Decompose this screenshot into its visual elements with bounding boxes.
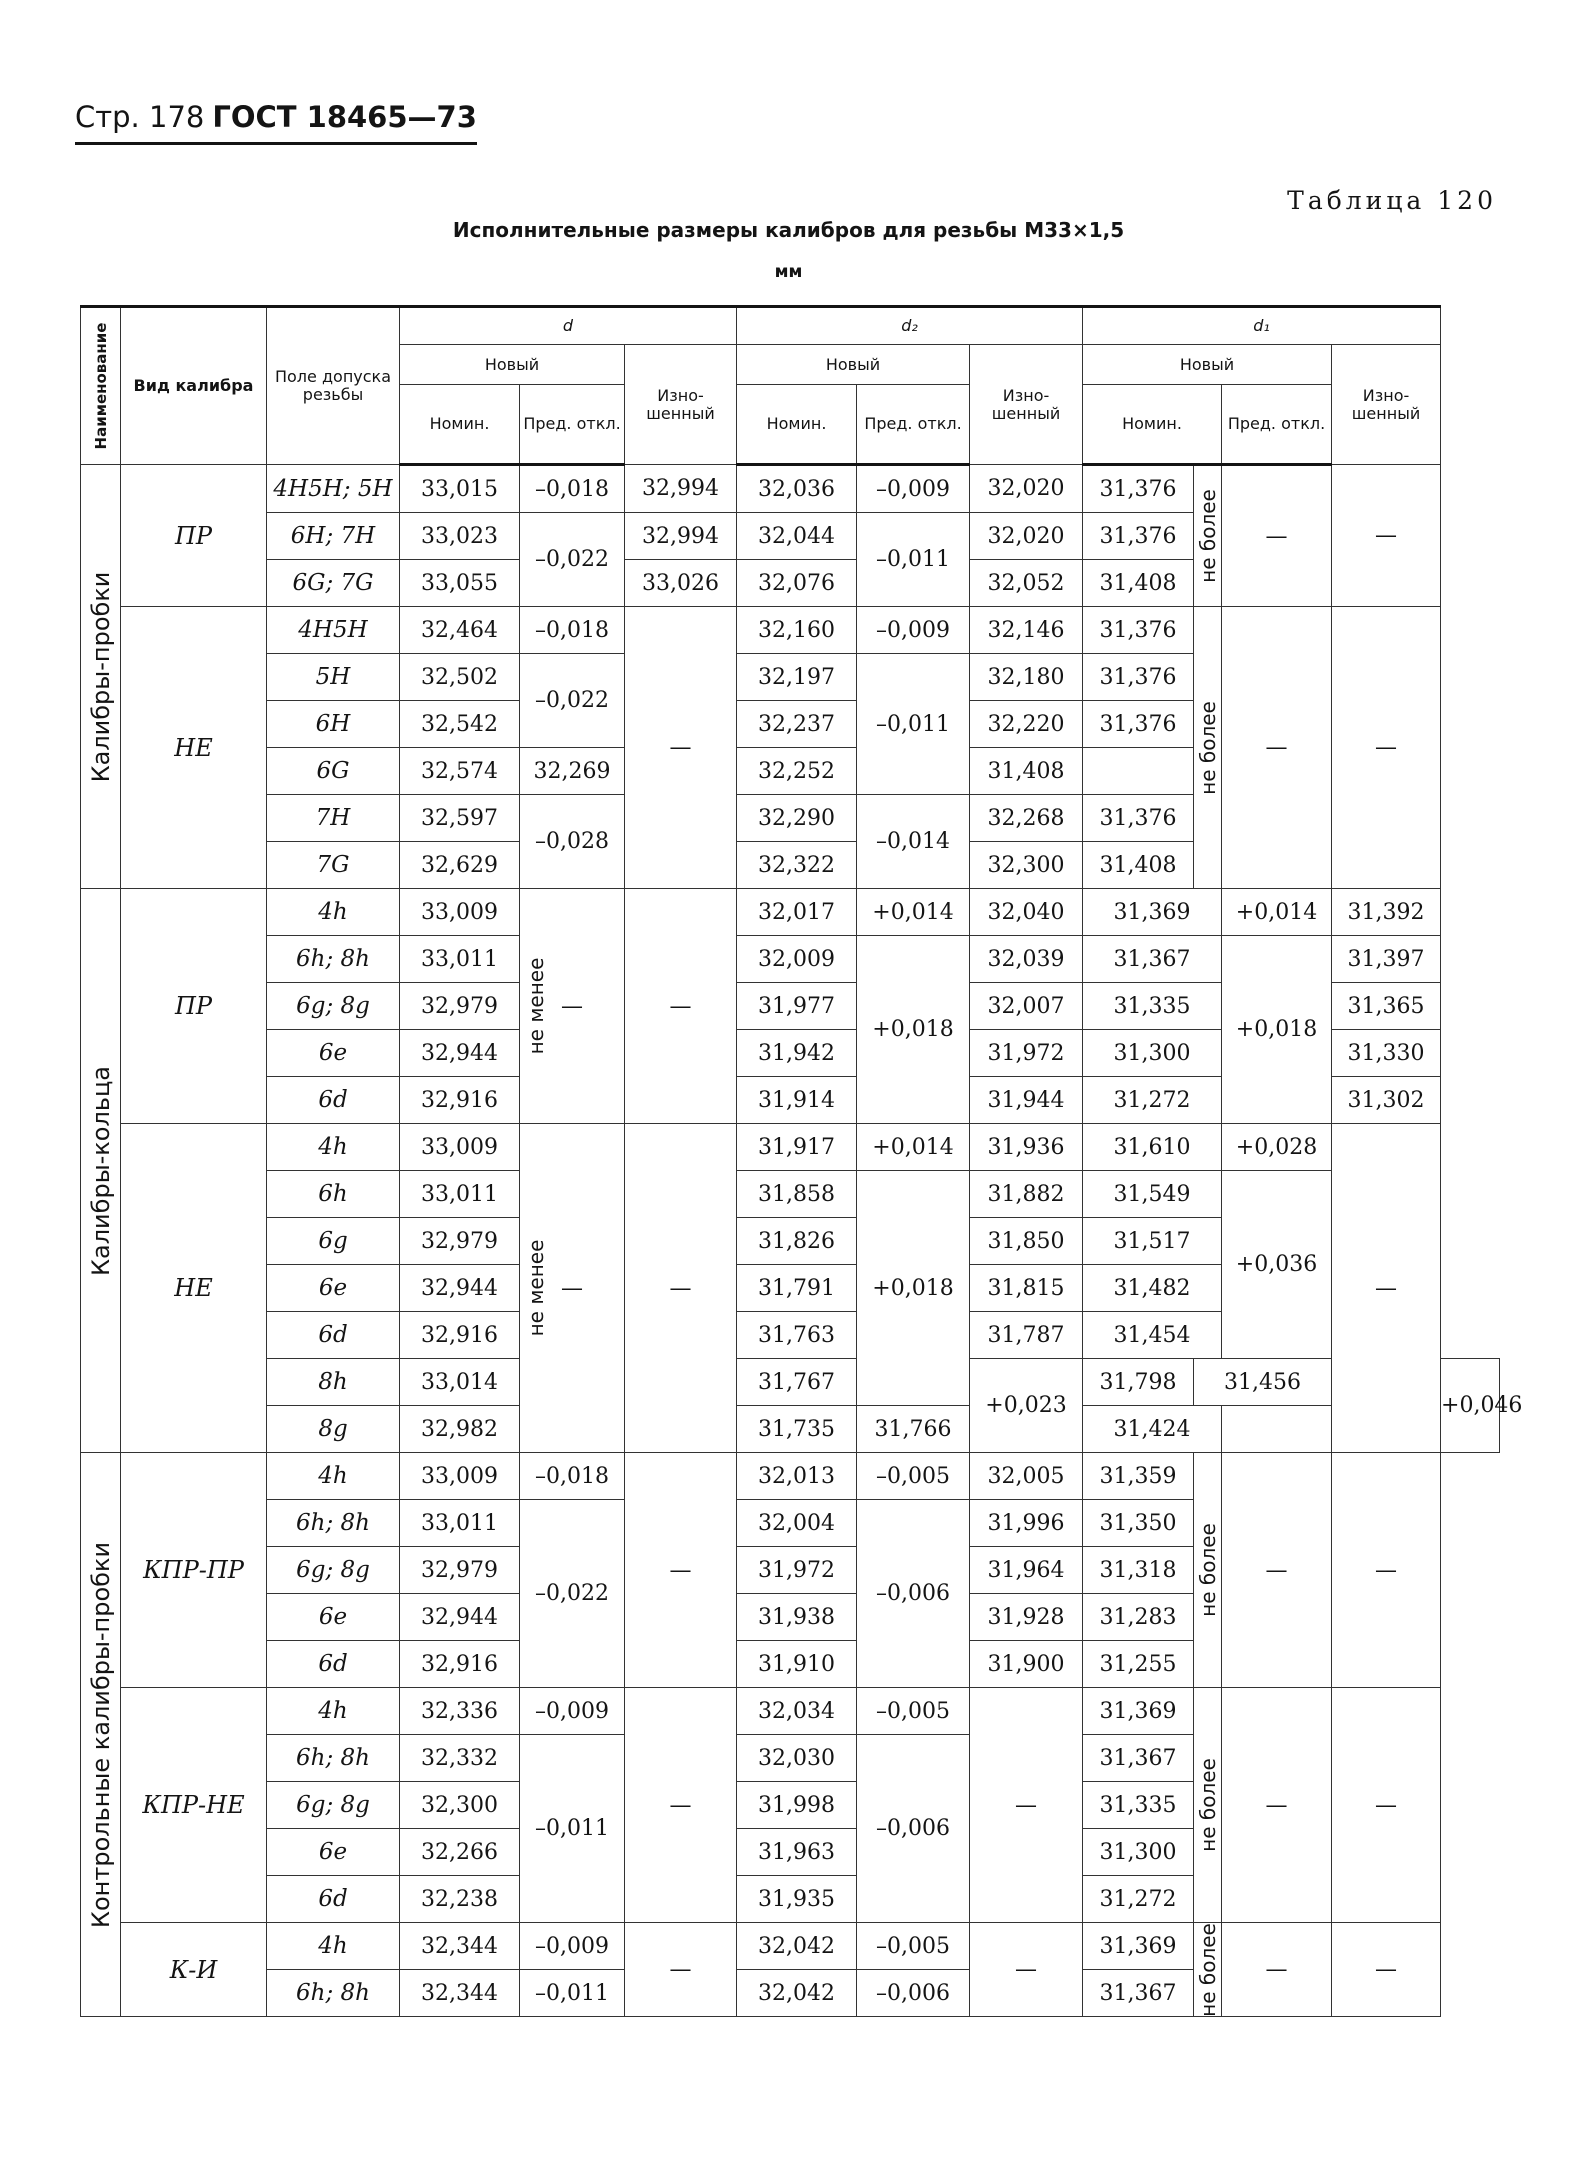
d-deviation-value: — — [561, 993, 583, 1019]
tolerance-field: 6H; 7H — [267, 513, 400, 560]
d1-worn: — — [1332, 607, 1441, 889]
d2-worn: 32,052 — [970, 560, 1083, 607]
d1-nominal: 31,335 — [1083, 1782, 1194, 1829]
d2-worn: 31,964 — [970, 1547, 1083, 1594]
tolerance-field: 4h — [267, 1923, 400, 1970]
d2-nominal: 31,963 — [737, 1829, 857, 1876]
tolerance-field: 4h — [267, 1124, 400, 1171]
d1-deviation: +0,046 — [1441, 1359, 1500, 1453]
d2-worn: — — [970, 1923, 1083, 2017]
gauge-type: ПР — [121, 889, 267, 1124]
d1-nominal: 31,376 — [1083, 654, 1194, 701]
d-nominal: 32,502 — [400, 654, 520, 701]
d2-deviation: +0,014 — [857, 1124, 970, 1171]
d-nominal: 32,629 — [400, 842, 520, 889]
d-nominal: 32,944 — [400, 1030, 520, 1077]
tolerance-field: 4H5H; 5H — [267, 465, 400, 513]
d-deviation: –0,022 — [520, 654, 625, 748]
d2-worn: — — [970, 1688, 1083, 1923]
header-d1-worn: Изно-шенный — [1332, 345, 1441, 465]
d1-deviation: +0,036 — [1222, 1171, 1332, 1359]
d2-nominal: 31,910 — [737, 1641, 857, 1688]
d2-nominal: 32,269 — [520, 748, 625, 795]
d-nominal: 33,011 — [400, 936, 520, 983]
tolerance-field: 6g; 8g — [267, 1782, 400, 1829]
page-number: Стр. 178 — [75, 100, 205, 134]
d-worn: 33,026 — [625, 560, 737, 607]
standard-number: ГОСТ 18465—73 — [212, 100, 477, 134]
d1-nominal: 31,376 — [1083, 465, 1194, 513]
d-nominal: 32,336 — [400, 1688, 520, 1735]
header-d-nominal: Номин. — [400, 385, 520, 465]
d2-nominal: 32,009 — [737, 936, 857, 983]
d1-deviation: +0,018 — [1222, 936, 1332, 1124]
table-row — [81, 607, 1500, 654]
d1-not-more-label-text: не более — [1195, 1523, 1220, 1617]
d2-nominal: 32,160 — [737, 607, 857, 654]
d-nominal: 33,023 — [400, 513, 520, 560]
d2-deviation: –0,011 — [857, 654, 970, 795]
gauge-type: КПР-НЕ — [121, 1688, 267, 1923]
d2-nominal: 32,034 — [737, 1688, 857, 1735]
header-d-worn: Изно-шенный — [625, 345, 737, 465]
d1-nominal: 31,482 — [1083, 1265, 1222, 1312]
d1-worn: — — [1332, 1688, 1441, 1923]
d1-not-more-label — [1194, 1453, 1222, 1688]
d-nominal: 32,979 — [400, 983, 520, 1030]
tolerance-field: 7H — [267, 795, 400, 842]
table-row — [81, 936, 1500, 983]
d1-not-more-label-text: не более — [1195, 489, 1220, 583]
d1-nominal: 31,456 — [1194, 1359, 1332, 1406]
d-nominal: 32,982 — [400, 1406, 520, 1453]
d1-nominal: 31,376 — [1083, 513, 1194, 560]
d1-nominal: 31,367 — [1083, 1970, 1194, 2017]
d1-nominal: 31,369 — [1083, 1688, 1194, 1735]
d2-worn: 31,928 — [970, 1594, 1083, 1641]
gauge-type: КПР-ПР — [121, 1453, 267, 1688]
d1-not-more-label — [1194, 465, 1222, 607]
d1-not-more-label — [1194, 1923, 1222, 2017]
d-worn: 32,994 — [625, 465, 737, 513]
d1-nominal: 31,517 — [1083, 1218, 1222, 1265]
d2-nominal: 31,935 — [737, 1876, 857, 1923]
d-deviation — [520, 1124, 625, 1453]
group-name — [81, 1453, 121, 2017]
d2-nominal: 31,942 — [737, 1030, 857, 1077]
d-nominal: 32,300 — [400, 1782, 520, 1829]
page-header — [75, 100, 477, 145]
table-row — [81, 1688, 1500, 1735]
tolerance-field: 6h; 8h — [267, 936, 400, 983]
tolerance-field: 6h; 8h — [267, 1500, 400, 1547]
header-d1-nominal: Номин. — [1083, 385, 1222, 465]
d-worn: — — [625, 607, 737, 889]
d1-deviation: — — [1222, 1453, 1332, 1688]
d1-nominal: 31,272 — [1083, 1077, 1222, 1124]
header-d2-nominal: Номин. — [737, 385, 857, 465]
d1-not-more-label-text: не более — [1195, 700, 1220, 795]
d2-worn: 31,815 — [970, 1265, 1083, 1312]
d2-nominal: 32,042 — [737, 1923, 857, 1970]
d-nominal: 32,916 — [400, 1077, 520, 1124]
tolerance-field: 6d — [267, 1077, 400, 1124]
d2-nominal: 32,076 — [737, 560, 857, 607]
tolerance-field: 6d — [267, 1312, 400, 1359]
d2-deviation: –0,011 — [857, 513, 970, 607]
d2-worn: 31,850 — [970, 1218, 1083, 1265]
d1-deviation: +0,014 — [1222, 889, 1332, 936]
d-deviation: –0,022 — [520, 513, 625, 607]
header-d: d — [400, 307, 737, 345]
d2-nominal: 31,972 — [737, 1547, 857, 1594]
d2-nominal: 31,763 — [737, 1312, 857, 1359]
d2-nominal: 32,237 — [737, 701, 857, 748]
header-d2-worn: Изно-шенный — [970, 345, 1083, 465]
d-nominal: 32,266 — [400, 1829, 520, 1876]
d2-nominal: 31,767 — [737, 1359, 857, 1406]
d2-deviation: –0,006 — [857, 1500, 970, 1688]
gauge-type: К-И — [121, 1923, 267, 2017]
d2-nominal: 32,322 — [737, 842, 857, 889]
d-nominal: 32,238 — [400, 1876, 520, 1923]
d1-worn: 31,392 — [1332, 889, 1441, 936]
table-row — [81, 1359, 1500, 1406]
d-deviation: –0,018 — [520, 607, 625, 654]
d-worn: — — [625, 889, 737, 1124]
tolerance-field: 6G — [267, 748, 400, 795]
d-worn: — — [625, 1688, 737, 1923]
d2-deviation: –0,009 — [857, 607, 970, 654]
d1-nominal: 31,369 — [1083, 1923, 1194, 1970]
tolerance-field: 5H — [267, 654, 400, 701]
tolerance-field: 7G — [267, 842, 400, 889]
d2-nominal: 31,914 — [737, 1077, 857, 1124]
d1-worn: — — [1332, 1453, 1441, 1688]
d2-worn: 32,300 — [970, 842, 1083, 889]
d1-nominal: 31,610 — [1083, 1124, 1222, 1171]
tolerance-field: 4H5H — [267, 607, 400, 654]
tolerance-field: 6h; 8h — [267, 1970, 400, 2017]
d2-nominal: 32,030 — [737, 1735, 857, 1782]
d2-nominal: 31,735 — [737, 1406, 857, 1453]
d1-nominal: 31,408 — [1083, 842, 1194, 889]
d-deviation: –0,011 — [520, 1735, 625, 1923]
d1-nominal: 31,424 — [1083, 1406, 1222, 1453]
tolerance-field: 6e — [267, 1265, 400, 1312]
header-d2-new: Новый — [737, 345, 970, 385]
d1-not-more-label — [1194, 607, 1222, 889]
d2-nominal: 32,197 — [737, 654, 857, 701]
d2-deviation: –0,014 — [857, 795, 970, 889]
d-nominal: 32,944 — [400, 1594, 520, 1641]
d-nominal: 32,332 — [400, 1735, 520, 1782]
table-row — [81, 1406, 1500, 1453]
d-nominal: 33,009 — [400, 1124, 520, 1171]
d1-nominal: 31,335 — [1083, 983, 1222, 1030]
tolerance-field: 6d — [267, 1641, 400, 1688]
table-row — [81, 889, 1500, 936]
d2-worn: 32,252 — [737, 748, 857, 795]
header-d1: d₁ — [1083, 307, 1441, 345]
tolerance-field: 6e — [267, 1030, 400, 1077]
group-name-text: Калибры-кольца — [86, 1065, 115, 1276]
d2-worn: 32,146 — [970, 607, 1083, 654]
header-gauge-type: Вид калибра — [121, 307, 267, 465]
d1-worn: — — [1332, 1124, 1441, 1453]
d-nominal: 33,009 — [400, 1453, 520, 1500]
d1-worn: 31,397 — [1332, 936, 1441, 983]
d1-nominal: 31,376 — [1083, 795, 1194, 842]
d2-deviation: –0,005 — [857, 1923, 970, 1970]
d-nominal: 32,979 — [400, 1218, 520, 1265]
gauge-type: НЕ — [121, 1124, 267, 1453]
header-d-new: Новый — [400, 345, 625, 385]
d-deviation: –0,009 — [520, 1923, 625, 1970]
d1-worn: — — [1332, 1923, 1441, 2017]
d1-worn: — — [1332, 465, 1441, 607]
d2-deviation: +0,018 — [857, 936, 970, 1124]
d1-nominal: 31,350 — [1083, 1500, 1194, 1547]
tolerance-field: 6e — [267, 1829, 400, 1876]
gauge-type: НЕ — [121, 607, 267, 889]
d1-deviation: — — [1222, 1923, 1332, 2017]
d-nominal: 32,574 — [400, 748, 520, 795]
d1-nominal: 31,300 — [1083, 1030, 1222, 1077]
d-nominal: 32,542 — [400, 701, 520, 748]
d2-deviation: –0,005 — [857, 1688, 970, 1735]
d1-worn: 31,330 — [1332, 1030, 1441, 1077]
d-not-less-label: не менее — [524, 1239, 548, 1337]
header-tolerance-field: Поле допуска резьбы — [267, 307, 400, 465]
d1-not-more-label-text: не более — [1195, 1758, 1220, 1852]
d1-not-more-label-text: не более — [1195, 1922, 1220, 2017]
d1-nominal: 31,376 — [1083, 701, 1194, 748]
d2-nominal: 32,042 — [737, 1970, 857, 2017]
d-nominal: 32,979 — [400, 1547, 520, 1594]
d2-worn: 32,040 — [970, 889, 1083, 936]
d2-worn: 32,220 — [970, 701, 1083, 748]
d-nominal: 32,344 — [400, 1970, 520, 2017]
d1-deviation: — — [1222, 465, 1332, 607]
tolerance-field: 4h — [267, 889, 400, 936]
d2-worn: 32,268 — [970, 795, 1083, 842]
d2-nominal: 31,917 — [737, 1124, 857, 1171]
group-name — [81, 889, 121, 1453]
d2-nominal: 31,977 — [737, 983, 857, 1030]
d-nominal: 32,464 — [400, 607, 520, 654]
d1-nominal: 31,272 — [1083, 1876, 1194, 1923]
table-row — [81, 1124, 1500, 1171]
d2-nominal: 31,826 — [737, 1218, 857, 1265]
d1-nominal: 31,369 — [1083, 889, 1222, 936]
d-nominal: 33,055 — [400, 560, 520, 607]
d2-nominal: 31,998 — [737, 1782, 857, 1829]
d2-nominal: 32,044 — [737, 513, 857, 560]
d1-worn: 31,365 — [1332, 983, 1441, 1030]
table-title: Исполнительные размеры калибров для резьбы М33×1,5 — [452, 218, 1125, 242]
d2-nominal: 31,858 — [737, 1171, 857, 1218]
d2-deviation: +0,023 — [970, 1359, 1083, 1453]
table-row — [81, 465, 1500, 513]
d-deviation: –0,009 — [520, 1688, 625, 1735]
d2-deviation: +0,018 — [857, 1171, 970, 1406]
gauge-dimensions-table — [80, 305, 1523, 2017]
header-name: Наименование — [81, 307, 121, 465]
header-d2: d₂ — [737, 307, 1083, 345]
d2-worn: 32,039 — [970, 936, 1083, 983]
d1-nominal: 31,283 — [1083, 1594, 1194, 1641]
header-d1-deviation: Пред. откл. — [1222, 385, 1332, 465]
d-deviation: –0,028 — [520, 795, 625, 889]
d-worn: — — [625, 1124, 737, 1453]
group-name-text: Контрольные калибры-пробки — [86, 1541, 115, 1928]
d-worn: 32,994 — [625, 513, 737, 560]
d2-deviation: –0,006 — [857, 1735, 970, 1923]
d-nominal: 32,944 — [400, 1265, 520, 1312]
tolerance-field: 8g — [267, 1406, 400, 1453]
d2-nominal: 31,791 — [737, 1265, 857, 1312]
d2-nominal: 32,017 — [737, 889, 857, 936]
d-deviation: –0,018 — [520, 465, 625, 513]
d1-nominal: 31,318 — [1083, 1547, 1194, 1594]
d-nominal: 32,916 — [400, 1641, 520, 1688]
d1-nominal: 31,300 — [1083, 1829, 1194, 1876]
d-not-less-label: не менее — [524, 957, 548, 1055]
d1-worn: 31,302 — [1332, 1077, 1441, 1124]
header-d2-deviation: Пред. откл. — [857, 385, 970, 465]
d2-worn: 31,900 — [970, 1641, 1083, 1688]
table-number: Таблица 120 — [1287, 186, 1497, 215]
d2-worn: 32,007 — [970, 983, 1083, 1030]
table-row — [81, 1453, 1500, 1500]
tolerance-field: 8h — [267, 1359, 400, 1406]
group-name-text: Калибры-пробки — [86, 571, 115, 782]
d-nominal: 33,015 — [400, 465, 520, 513]
units-label: мм — [774, 262, 803, 282]
d-nominal: 33,009 — [400, 889, 520, 936]
d2-deviation: –0,006 — [857, 1970, 970, 2017]
tolerance-field: 6h — [267, 1171, 400, 1218]
tolerance-field: 4h — [267, 1453, 400, 1500]
table-row — [81, 1923, 1500, 1970]
d2-worn: 32,005 — [970, 1453, 1083, 1500]
d-nominal: 32,597 — [400, 795, 520, 842]
gauge-type: ПР — [121, 465, 267, 607]
d2-worn: 31,944 — [970, 1077, 1083, 1124]
table-row — [81, 1171, 1500, 1218]
table-body — [81, 465, 1523, 2017]
d2-deviation: –0,009 — [857, 465, 970, 513]
d1-nominal: 31,367 — [1083, 1735, 1194, 1782]
tolerance-field: 6g; 8g — [267, 983, 400, 1030]
d2-deviation: +0,014 — [857, 889, 970, 936]
d-deviation: –0,011 — [520, 1970, 625, 2017]
tolerance-field: 4h — [267, 1688, 400, 1735]
tolerance-field: 6h; 8h — [267, 1735, 400, 1782]
d-deviation: –0,022 — [520, 1500, 625, 1688]
d-worn: — — [625, 1453, 737, 1688]
tolerance-field: 6g — [267, 1218, 400, 1265]
d1-deviation: — — [1222, 607, 1332, 889]
d2-nominal: 31,938 — [737, 1594, 857, 1641]
d2-nominal: 32,290 — [737, 795, 857, 842]
tolerance-field: 6H — [267, 701, 400, 748]
d-deviation — [520, 889, 625, 1124]
header-d1-new: Новый — [1083, 345, 1332, 385]
d1-nominal: 31,255 — [1083, 1641, 1194, 1688]
d1-nominal: 31,359 — [1083, 1453, 1194, 1500]
tolerance-field: 6e — [267, 1594, 400, 1641]
d1-nominal: 31,408 — [970, 748, 1083, 795]
d-deviation-value: — — [561, 1275, 583, 1301]
d1-nominal: 31,408 — [1083, 560, 1194, 607]
d1-deviation: +0,028 — [1222, 1124, 1332, 1171]
d2-deviation: –0,005 — [857, 1453, 970, 1500]
d1-nominal: 31,454 — [1083, 1312, 1222, 1359]
d-nominal: 32,916 — [400, 1312, 520, 1359]
d1-nominal: 31,376 — [1083, 607, 1194, 654]
d1-not-more-label — [1194, 1688, 1222, 1923]
d2-worn: 32,180 — [970, 654, 1083, 701]
d2-worn: 31,936 — [970, 1124, 1083, 1171]
tolerance-field: 6G; 7G — [267, 560, 400, 607]
d-worn: — — [625, 1923, 737, 2017]
d2-nominal: 32,036 — [737, 465, 857, 513]
d2-worn: 31,996 — [970, 1500, 1083, 1547]
d-nominal: 32,344 — [400, 1923, 520, 1970]
d1-nominal: 31,367 — [1083, 936, 1222, 983]
d1-nominal: 31,549 — [1083, 1171, 1222, 1218]
d-nominal: 33,014 — [400, 1359, 520, 1406]
d2-nominal: 32,013 — [737, 1453, 857, 1500]
d2-worn: 31,787 — [970, 1312, 1083, 1359]
d2-worn: 31,766 — [857, 1406, 970, 1453]
d-nominal: 33,011 — [400, 1500, 520, 1547]
d2-worn: 31,882 — [970, 1171, 1083, 1218]
d1-deviation: — — [1222, 1688, 1332, 1923]
d2-worn: 31,972 — [970, 1030, 1083, 1077]
group-name — [81, 465, 121, 889]
d2-worn: 32,020 — [970, 465, 1083, 513]
tolerance-field: 6d — [267, 1876, 400, 1923]
d2-nominal: 32,004 — [737, 1500, 857, 1547]
d2-worn: 31,798 — [1083, 1359, 1194, 1406]
tolerance-field: 6g; 8g — [267, 1547, 400, 1594]
d-deviation: –0,018 — [520, 1453, 625, 1500]
d-nominal: 33,011 — [400, 1171, 520, 1218]
header-d-deviation: Пред. откл. — [520, 385, 625, 465]
d2-worn: 32,020 — [970, 513, 1083, 560]
